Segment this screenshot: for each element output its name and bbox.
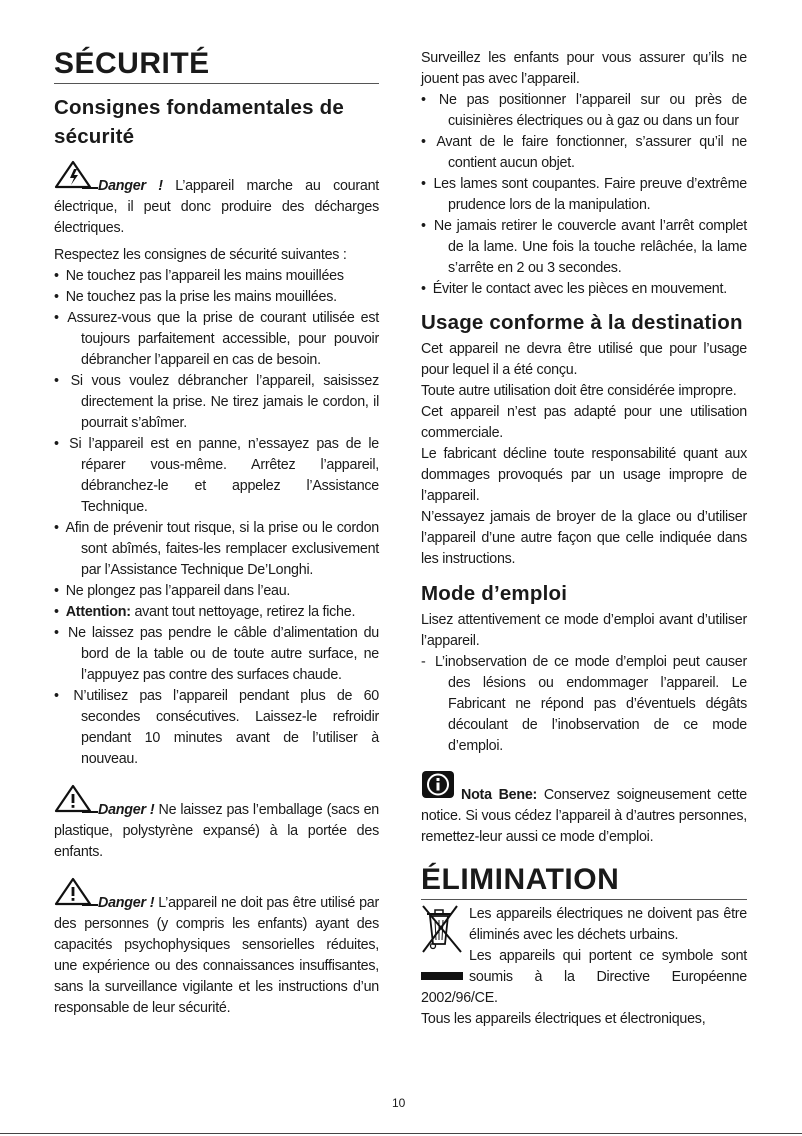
usage-para: Cet appareil n’est pas adapté pour une utilisation commerciale.	[421, 404, 747, 441]
danger-users-note: Danger ! L’appareil ne doit pas être utilisé par des personnes (y compris les enfants) ayant des capacités psychophysiques sensorielles réduites, une expérience ou des connaissances insuffisantes, sans la surveillance vigilante et les instructions d’un responsable de leur sécurité.	[54, 877, 379, 1019]
elimination-text: Les appareils électriques ne doivent pas être éliminés avec les déchets urbains.	[469, 906, 747, 943]
elimination-block	[421, 904, 747, 1030]
left-column	[54, 46, 379, 1019]
warning-icon	[54, 784, 98, 821]
children-supervision: Surveillez les enfants pour vous assurer qu’ils ne jouent pas avec l’appareil.	[421, 50, 747, 87]
list-item: • Ne jamais retirer le couvercle avant l’arrêt complet de la lame. Une fois la touche relâchée, la lame s’arrête en 2 ou 3 secondes.	[421, 218, 747, 276]
nota-bene-note: Nota Bene: Conservez soigneusement cette notice. Si vous cédez l’appareil à d’autres personnes, remettez-leur aussi ce mode d’emploi.	[421, 771, 747, 848]
usage-para: N’essayez jamais de broyer de la glace ou d’utiliser l’appareil d’une autre façon que celle indiquée dans les instructions.	[421, 509, 747, 567]
usage-para: Le fabricant décline toute responsabilité quant aux dommages provoqués par un usage impropre de l’appareil.	[421, 446, 747, 504]
safety-list	[54, 266, 379, 770]
danger-electric-note: Danger ! L’appareil marche au courant électrique, il peut donc produire des décharges électriques.	[54, 160, 379, 239]
section-title-securite: SÉCURITÉ	[54, 46, 379, 84]
list-item: • Ne pas positionner l’appareil sur ou près de cuisinières électriques ou à gaz ou dans un four	[421, 92, 747, 129]
page-number: 10	[392, 1096, 406, 1110]
list-item: • Ne touchez pas l’appareil les mains mouillées	[54, 268, 344, 284]
right-column	[421, 48, 747, 1030]
list-item: • Assurez-vous que la prise de courant utilisée est toujours parfaitement accessible, pour pouvoir débrancher l’appareil en cas de besoin.	[54, 310, 379, 368]
subtitle-consignes: Consignes fondamentales de sécurité	[54, 96, 344, 148]
list-item: • Éviter le contact avec les pièces en mouvement.	[421, 281, 727, 297]
list-item: - L’inobservation de ce mode d’emploi peut causer des lésions ou endommager l’appareil. Le Fabricant ne répond pas d’éventuels dégâts découlant de l’inobservation de ce mode d’emploi.	[421, 654, 747, 754]
danger-packaging-note: Danger ! Ne laissez pas l’emballage (sacs en plastique, polystyrène expansé) à la portée des enfants.	[54, 784, 379, 863]
weee-bin-icon	[421, 904, 469, 984]
warning-icon	[54, 877, 98, 914]
list-item: • Ne touchez pas la prise les mains mouillées.	[54, 289, 337, 305]
mode-emploi-title: Mode d’emploi	[421, 582, 568, 605]
list-item: • N’utilisez pas l’appareil pendant plus de 60 secondes consécutives. Laissez-le refroidir pendant 10 minutes avant de l’utiliser à nouveau.	[54, 688, 379, 767]
list-item: • Ne laissez pas pendre le câble d’alimentation du bord de la table ou de toute autre surface, ne l’appuyez pas contre des surfaces chaude.	[54, 625, 379, 683]
bottom-divider	[0, 1133, 802, 1134]
intro-consignes: Respectez les consignes de sécurité suivantes :	[54, 247, 347, 263]
mode-emploi-list	[421, 652, 747, 757]
elimination-text: Tous les appareils électriques et électroniques,	[421, 1011, 706, 1027]
safety-list-continued	[421, 90, 747, 300]
elimination-text: Les appareils qui portent ce symbole sont soumis à la Directive Européenne 2002/96/CE.	[421, 948, 747, 1006]
usage-title: Usage conforme à la destination	[421, 311, 743, 334]
electric-danger-icon	[54, 160, 98, 197]
list-item: • Si vous voulez débrancher l’appareil, saisissez directement la prise. Ne tirez jamais le cordon, il pourrait s’abîmer.	[54, 373, 379, 431]
list-item: • Ne plongez pas l’appareil dans l’eau.	[54, 583, 291, 599]
list-item-attention: • Attention: avant tout nettoyage, retirez la fiche.	[54, 604, 356, 620]
list-item: • Les lames sont coupantes. Faire preuve d’extrême prudence lors de la manipulation.	[421, 176, 747, 213]
list-item: • Avant de le faire fonctionner, s’assurer qu’il ne contient aucun objet.	[421, 134, 747, 171]
info-icon	[421, 771, 461, 806]
usage-para: Toute autre utilisation doit être considérée impropre.	[421, 383, 737, 399]
usage-para: Cet appareil ne devra être utilisé que pour l’usage pour lequel il a été conçu.	[421, 341, 747, 378]
mode-emploi-para: Lisez attentivement ce mode d’emploi avant d’utiliser l’appareil.	[421, 612, 747, 649]
section-title-elimination: ÉLIMINATION	[421, 862, 747, 900]
list-item: • Afin de prévenir tout risque, si la prise ou le cordon sont abîmés, faites-les remplacer exclusivement par l’Assistance Technique De’Longhi.	[54, 520, 379, 578]
list-item: • Si l’appareil est en panne, n’essayez pas de le réparer vous-même. Arrêtez l’appareil, débranchez-le et appelez l’Assistance Technique.	[54, 436, 379, 515]
